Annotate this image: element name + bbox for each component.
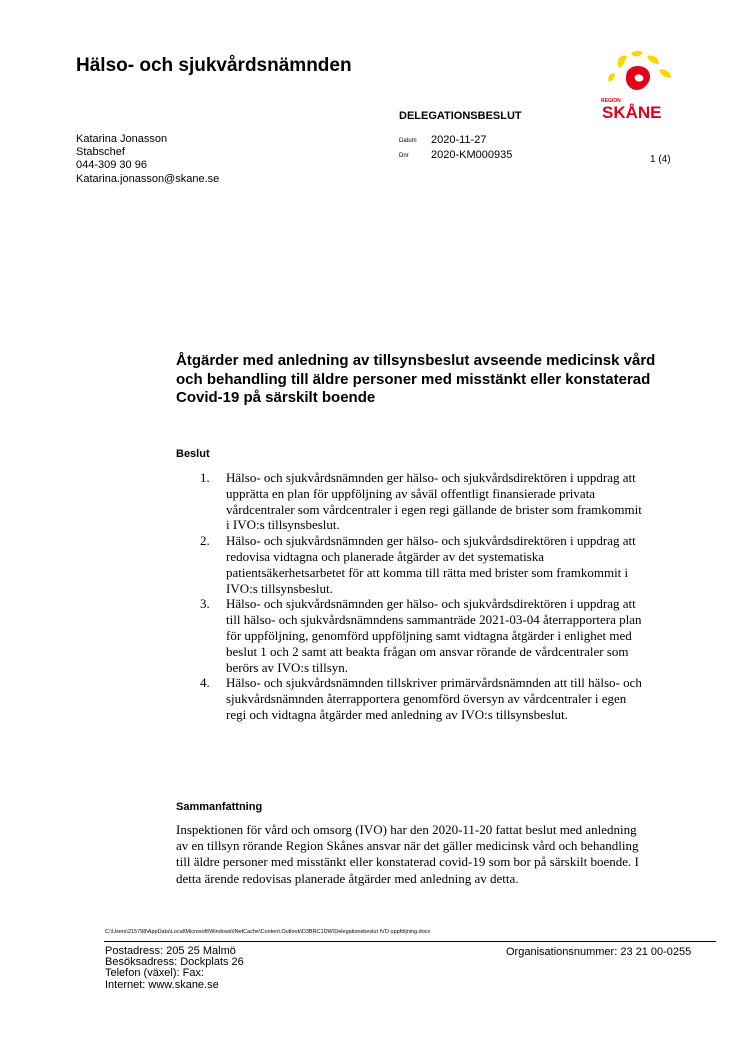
organization-number: Organisationsnummer: 23 21 00-0255 bbox=[506, 946, 692, 958]
decision-number: 3. bbox=[200, 596, 210, 612]
footer-divider bbox=[104, 941, 716, 942]
document-meta bbox=[399, 134, 512, 163]
decision-item bbox=[176, 533, 646, 596]
contact-phone: 044-309 30 96 bbox=[76, 159, 147, 172]
griffin-mark bbox=[626, 66, 650, 90]
summary-text: Inspektionen för vård och omsorg (IVO) har den 2020-11-20 fattat beslut med anledning av en tillsyn rörande Region Skånes ansvar när det gäller medicinsk vård och behandling till äldre personer med misstänkt eller konstaterad covid-19 som bor på särskilt boende. I detta ärende redovisas planerade åtgärder med anledning av detta. bbox=[176, 822, 639, 886]
organization-title: Hälso- och sjukvårdsnämnden bbox=[76, 55, 352, 76]
document-title: Åtgärder med anledning av tillsynsbeslut avseende medicinsk vård och behandling till äldre personer med misstänkt eller konstaterad Covid-19 på särskilt boende bbox=[176, 352, 656, 406]
decision-text: Hälso- och sjukvårdsnämnden ger hälso- och sjukvårdsdirektören i uppdrag att redovisa vidtagna och planerade åtgärder av det systematiska patientsäkerhetsarbetet för att komma till rätta med brister som framkommit i IVO:s tillsynsbeslut. bbox=[226, 533, 636, 596]
summary-heading: Sammanfattning bbox=[176, 801, 263, 813]
decision-list bbox=[176, 470, 646, 723]
page-number: 1 (4) bbox=[650, 154, 671, 165]
decision-text: Hälso- och sjukvårdsnämnden tillskriver primärvårdsnämnden att till hälso- och sjukvårdsnämnden återrapportera genomförd översyn av vårdcentraler i egen regi och vidtagna åtgärder med anledning av IVO:s tillsynsbeslut. bbox=[226, 675, 642, 722]
dnr-label: Dnr bbox=[399, 152, 409, 159]
decision-number: 1. bbox=[200, 470, 210, 485]
decision-item bbox=[176, 470, 646, 533]
region-skane-logo bbox=[601, 50, 681, 122]
dnr-value: 2020-KM000935 bbox=[431, 148, 513, 161]
decision-text: Hälso- och sjukvårdsnämnden ger hälso- och sjukvårdsdirektören i uppdrag att till hälso- och sjukvårdsnämndens sammanträde 2021-03-04 återrapportera plan för uppföljning, genomförd uppföljning samt vidtagna åtgärder i enlighet med beslut 1 och 2 samt att beakta frågan om ansvar rörande de vårdcentraler som berörs av IVO:s tillsyn. bbox=[226, 596, 642, 675]
document-type: DELEGATIONSBESLUT bbox=[399, 110, 522, 122]
file-path: C:\Users\215798\AppData\Local\Microsoft\Windows\INetCache\Content.Outlook\D3BRC1DW\Delegationsbeslut IVO uppföljning.docx bbox=[105, 929, 431, 935]
contact-role: Stabschef bbox=[76, 146, 125, 159]
visiting-address: Besöksadress: Dockplats 26 bbox=[105, 956, 244, 969]
date-label: Datum bbox=[399, 138, 417, 144]
date-row bbox=[399, 134, 512, 149]
decision-item bbox=[176, 596, 646, 675]
decision-number: 4. bbox=[200, 675, 210, 691]
contact-email: Katarina.jonasson@skane.se bbox=[76, 172, 220, 185]
postal-address: Postadress: 205 25 Malmö bbox=[105, 945, 236, 957]
decision-number: 2. bbox=[200, 533, 210, 549]
phone-fax: Telefon (växel): Fax: bbox=[105, 967, 205, 980]
logo-skane-text: SKÅNE bbox=[602, 103, 662, 122]
contact-name: Katarina Jonasson bbox=[76, 133, 168, 145]
contact-block bbox=[76, 133, 219, 186]
decision-text: Hälso- och sjukvårdsnämnden ger hälso- och sjukvårdsdirektören i uppdrag att upprätta en plan för uppföljning av såväl offentligt finansierade privata vårdcentraler som vårdcentraler i egen regi gällande de brister som framkommit i IVO:s tillsynsbeslut. bbox=[226, 470, 642, 533]
decision-heading: Beslut bbox=[176, 448, 210, 460]
decision-item bbox=[176, 675, 646, 722]
logo-region-text: REGION bbox=[601, 98, 621, 104]
date-value: 2020-11-27 bbox=[431, 134, 487, 146]
internet-address: Internet: www.skane.se bbox=[105, 978, 219, 991]
footer-address-block bbox=[105, 946, 244, 991]
dnr-row bbox=[399, 149, 512, 164]
